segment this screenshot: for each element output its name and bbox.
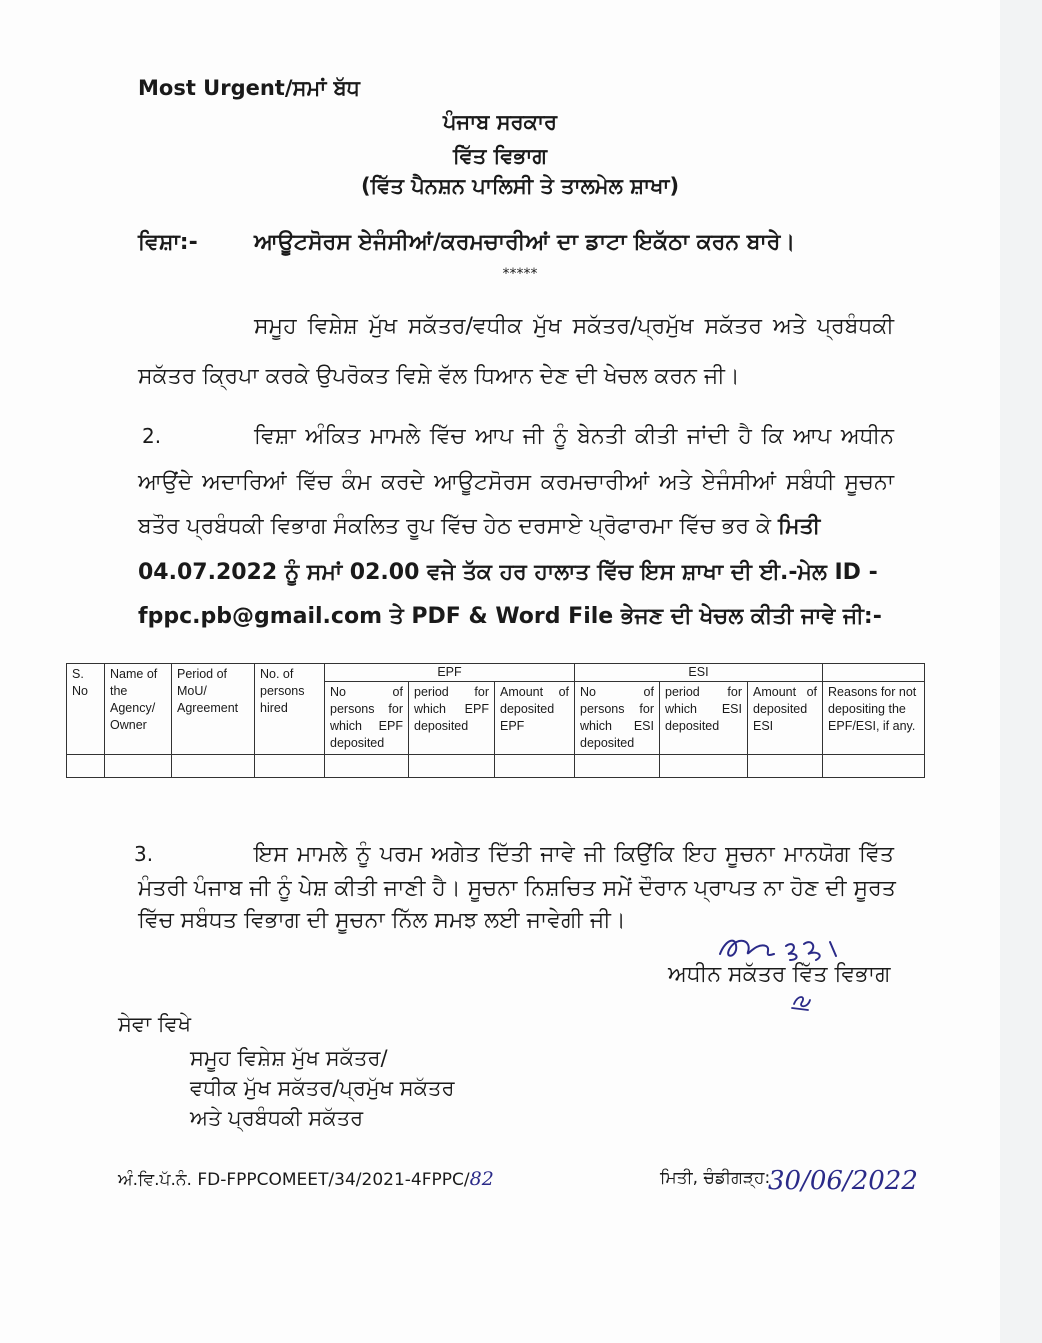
para3-number: 3. <box>134 842 154 866</box>
header-sno: S. No <box>67 664 105 755</box>
para2-line3 <box>138 514 820 539</box>
para2-line3-bold: ਮਿਤੀ <box>778 514 821 539</box>
recipient-line-1: ਸਮੂਹ ਵਿਸ਼ੇਸ਼ ਮੁੱਖ ਸਕੱਤਰ/ <box>190 1046 388 1070</box>
header-esi-period: period for which ESI deposited <box>660 682 748 755</box>
header-hired: No. of persons hired <box>255 664 325 755</box>
subject-text: ਆਊਟਸੋਰਸ ਏਜੰਸੀਆਂ/ਕਰਮਚਾਰੀਆਂ ਦਾ ਡਾਟਾ ਇਕੱਠਾ ਕਰਨ ਬਾਰੇ। <box>254 230 796 255</box>
header-epf-period: period for which EPF deposited <box>409 682 495 755</box>
table-cell <box>660 755 748 778</box>
date-label: ਮਿਤੀ, ਚੰਡੀਗੜ੍ਹ: <box>660 1168 771 1188</box>
initials-icon <box>788 988 814 1012</box>
table-cell <box>495 755 575 778</box>
table-cell <box>823 755 925 778</box>
government-name: ਪੰਜਾਬ ਸਰਕਾਰ <box>442 110 558 134</box>
table-cell <box>255 755 325 778</box>
para1-line1-text: ਸਮੂਹ ਵਿਸ਼ੇਸ਼ ਮੁੱਖ ਸਕੱਤਰ/ਵਧੀਕ ਮੁੱਖ ਸਕੱਤਰ/ਪ੍ਰਮੁੱਖ ਸਕੱਤਰ ਅਤੇ ਪ੍ਰਬੰਧਕੀ <box>254 314 894 339</box>
subject-label: ਵਿਸ਼ਾ:- <box>138 230 198 255</box>
table-cell <box>105 755 172 778</box>
header-reasons-top <box>823 664 925 682</box>
signatory-title: ਅਧੀਨ ਸਕੱਤਰ ਵਿੱਤ ਵਿਭਾਗ <box>668 962 891 987</box>
reference-printed: ਅੰ.ਵਿ.ਪੱ.ਨੰ. FD-FPPCOMEET/34/2021-4FPPC/ <box>118 1170 470 1190</box>
table-header-row-1 <box>67 664 925 682</box>
para3-line1 <box>254 842 894 867</box>
para2-line3-text: ਬਤੌਰ ਪ੍ਰਬੰਧਕੀ ਵਿਭਾਗ ਸੰਕਲਿਤ ਰੂਪ ਵਿੱਚ ਹੇਠ ਦਰਸਾਏ ਪ੍ਰੋਫਾਰਮਾ ਵਿੱਚ ਭਰ ਕੇ <box>138 514 772 539</box>
para2-line2 <box>138 470 894 495</box>
proforma-table <box>66 663 925 778</box>
table-cell <box>748 755 823 778</box>
date-handwritten: 30/06/2022 <box>768 1166 918 1196</box>
header-esi-amount: Amount of deposited ESI <box>748 682 823 755</box>
recipients-label: ਸੇਵਾ ਵਿਖੇ <box>118 1012 192 1036</box>
table-cell <box>172 755 255 778</box>
table-row <box>67 755 925 778</box>
para3-line3: ਵਿੱਚ ਸਬੰਧਤ ਵਿਭਾਗ ਦੀ ਸੂਚਨਾ ਨਿੱਲ ਸਮਝ ਲਈ ਜਾਵੇਗੀ ਜੀ। <box>138 908 626 933</box>
para2-line4: 04.07.2022 ਨੂੰ ਸਮਾਂ 02.00 ਵਜੇ ਤੱਕ ਹਰ ਹਾਲਾਤ ਵਿੱਚ ਇਸ ਸ਼ਾਖਾ ਦੀ ਈ.-ਮੇਲ ID - <box>138 560 878 585</box>
para3-line2: ਮੰਤਰੀ ਪੰਜਾਬ ਜੀ ਨੂੰ ਪੇਸ਼ ਕੀਤੀ ਜਾਣੀ ਹੈ। ਸੂਚਨਾ ਨਿਸ਼ਚਿਤ ਸਮੇਂ ਦੌਰਾਨ ਪ੍ਰਾਪਤ ਨਾ ਹੋਣ ਦੀ ਸੂਰਤ <box>138 876 896 901</box>
department-name: ਵਿੱਤ ਵਿਭਾਗ <box>452 144 548 168</box>
header-agency: Name of the Agency/ Owner <box>105 664 172 755</box>
reference-number <box>118 1168 494 1190</box>
para2-line1-text: ਵਿਸ਼ਾ ਅੰਕਿਤ ਮਾਮਲੇ ਵਿੱਚ ਆਪ ਜੀ ਨੂੰ ਬੇਨਤੀ ਕੀਤੀ ਜਾਂਦੀ ਹੈ ਕਿ ਆਪ ਅਧੀਨ <box>254 424 894 449</box>
para2-line5: fppc.pb@gmail.com ਤੇ PDF & Word File ਭੇਜਣ ਦੀ ਖੇਚਲ ਕੀਤੀ ਜਾਵੇ ਜੀ:- <box>138 604 882 629</box>
para3-line1-text: ਇਸ ਮਾਮਲੇ ਨੂੰ ਪਰਮ ਅਗੇਤ ਦਿੱਤੀ ਜਾਵੇ ਜੀ ਕਿਉਂਕਿ ਇਹ ਸੂਚਨਾ ਮਾਨਯੋਗ ਵਿੱਤ <box>254 842 894 867</box>
para1-line1 <box>254 314 894 339</box>
header-epf-amount: Amount of deposited EPF <box>495 682 575 755</box>
subject-separator: ***** <box>502 266 538 282</box>
urgency-label: Most Urgent/ਸਮਾਂ ਬੱਧ <box>138 76 360 100</box>
page-edge <box>1000 0 1042 1343</box>
header-epf-group: EPF <box>325 664 575 682</box>
table-cell <box>575 755 660 778</box>
para1-line2: ਸਕੱਤਰ ਕ੍ਰਿਪਾ ਕਰਕੇ ਉਪਰੋਕਤ ਵਿਸ਼ੇ ਵੱਲ ਧਿਆਨ ਦੇਣ ਦੀ ਖੇਚਲ ਕਰਨ ਜੀ। <box>138 364 740 389</box>
recipient-line-2: ਵਧੀਕ ਮੁੱਖ ਸਕੱਤਰ/ਪ੍ਰਮੁੱਖ ਸਕੱਤਰ <box>190 1076 455 1100</box>
header-reasons: Reasons for not depositing the EPF/ESI, if any. <box>823 682 925 755</box>
header-esi-no: No of persons for which ESI deposited <box>575 682 660 755</box>
recipient-line-3: ਅਤੇ ਪ੍ਰਬੰਧਕੀ ਸਕੱਤਰ <box>190 1106 364 1130</box>
para2-line2-text: ਆਉਂਦੇ ਅਦਾਰਿਆਂ ਵਿੱਚ ਕੰਮ ਕਰਦੇ ਆਊਟਸੋਰਸ ਕਰਮਚਾਰੀਆਂ ਅਤੇ ਏਜੰਸੀਆਂ ਸਬੰਧੀ ਸੂਚਨਾ <box>138 470 894 495</box>
para2-line1 <box>254 424 894 449</box>
table-cell <box>67 755 105 778</box>
reference-handwritten: 82 <box>469 1168 494 1190</box>
header-period: Period of MoU/ Agreement <box>172 664 255 755</box>
header-epf-no: No of persons for which EPF deposited <box>325 682 409 755</box>
para2-number: 2. <box>142 424 162 448</box>
table-cell <box>409 755 495 778</box>
header-esi-group: ESI <box>575 664 823 682</box>
table-cell <box>325 755 409 778</box>
branch-name: (ਵਿੱਤ ਪੈਨਸ਼ਨ ਪਾਲਿਸੀ ਤੇ ਤਾਲਮੇਲ ਸ਼ਾਖਾ) <box>360 174 680 198</box>
